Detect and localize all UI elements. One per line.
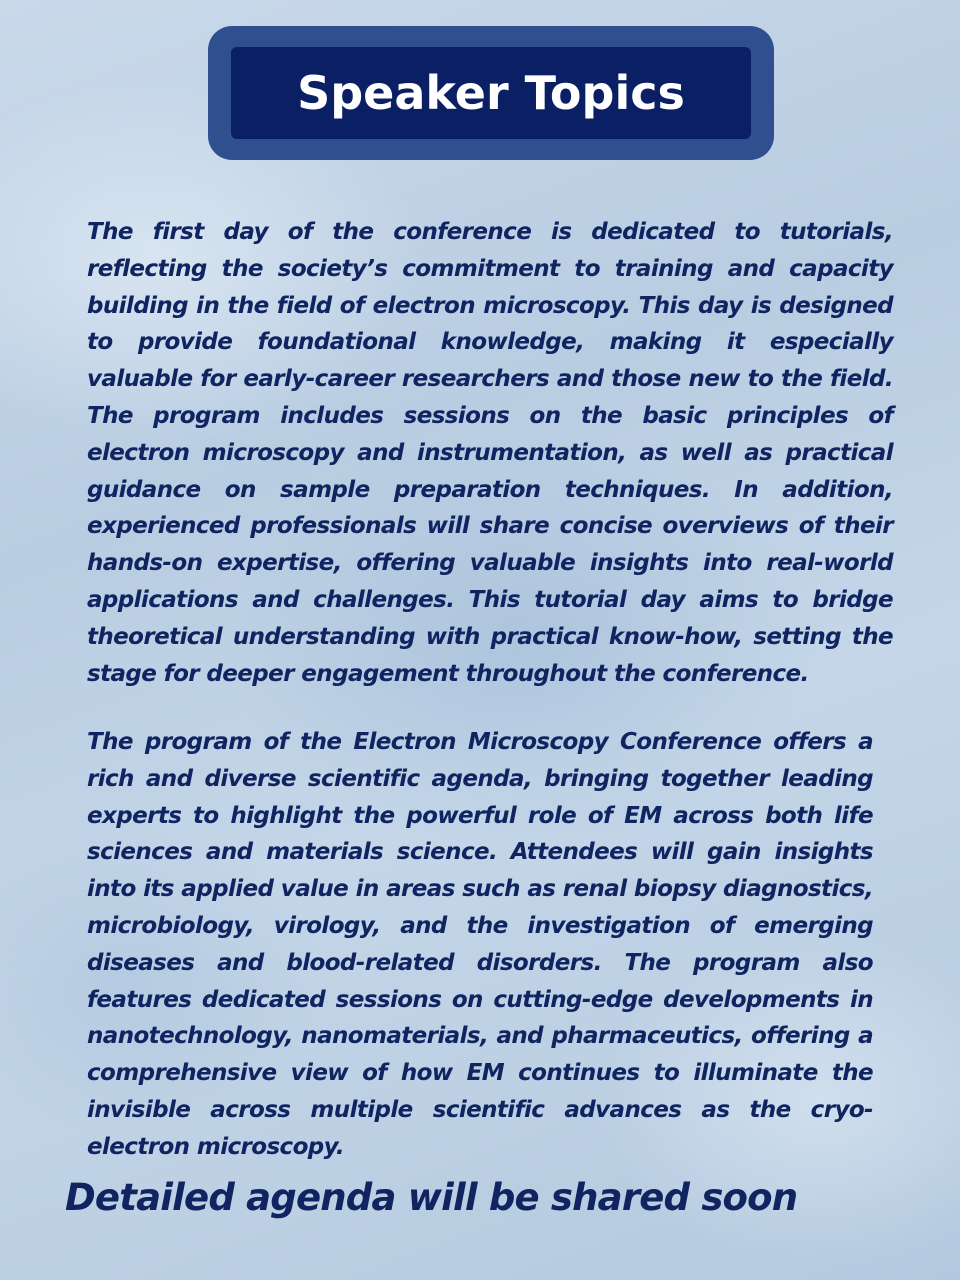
page-title: Speaker Topics [297,66,685,120]
program-paragraph: The program of the Electron Microscopy Conference offers a rich and diverse scientific agenda, bringing together leading experts to highlight the powerful role of EM across both life sciences and materials science. Attendees will gain insights into its applied value in areas such as renal biopsy diagnostics, microbiology, virology, and the investigation of emerging diseases and blood-related disorders. The program also features dedicated sessions on cutting-edge developments in nanotechnology, nanomaterials, and pharmaceutics, offering a comprehensive view of how EM continues to illuminate the invisible across multiple scientific advances as the cryo-electron microscopy. [87,729,873,1160]
title-banner-inner [231,47,751,139]
title-banner [208,26,774,160]
agenda-note: Detailed agenda will be shared soon [65,1176,798,1219]
tutorial-day-paragraph: The first day of the conference is dedicated to tutorials, reflecting the society’s commitment to training and capacity building in the field of electron microscopy. This day is designed to provide foundational knowledge, making it especially valuable for early-career researchers and those new to the field. The program includes sessions on the basic principles of electron microscopy and instrumentation, as well as practical guidance on sample preparation techniques. In addition, experienced professionals will share concise overviews of their hands-on expertise, offering valuable insights into real-world applications and challenges. This tutorial day aims to bridge theoretical understanding with practical know-how, setting the stage for deeper engagement throughout the conference. [87,219,893,687]
